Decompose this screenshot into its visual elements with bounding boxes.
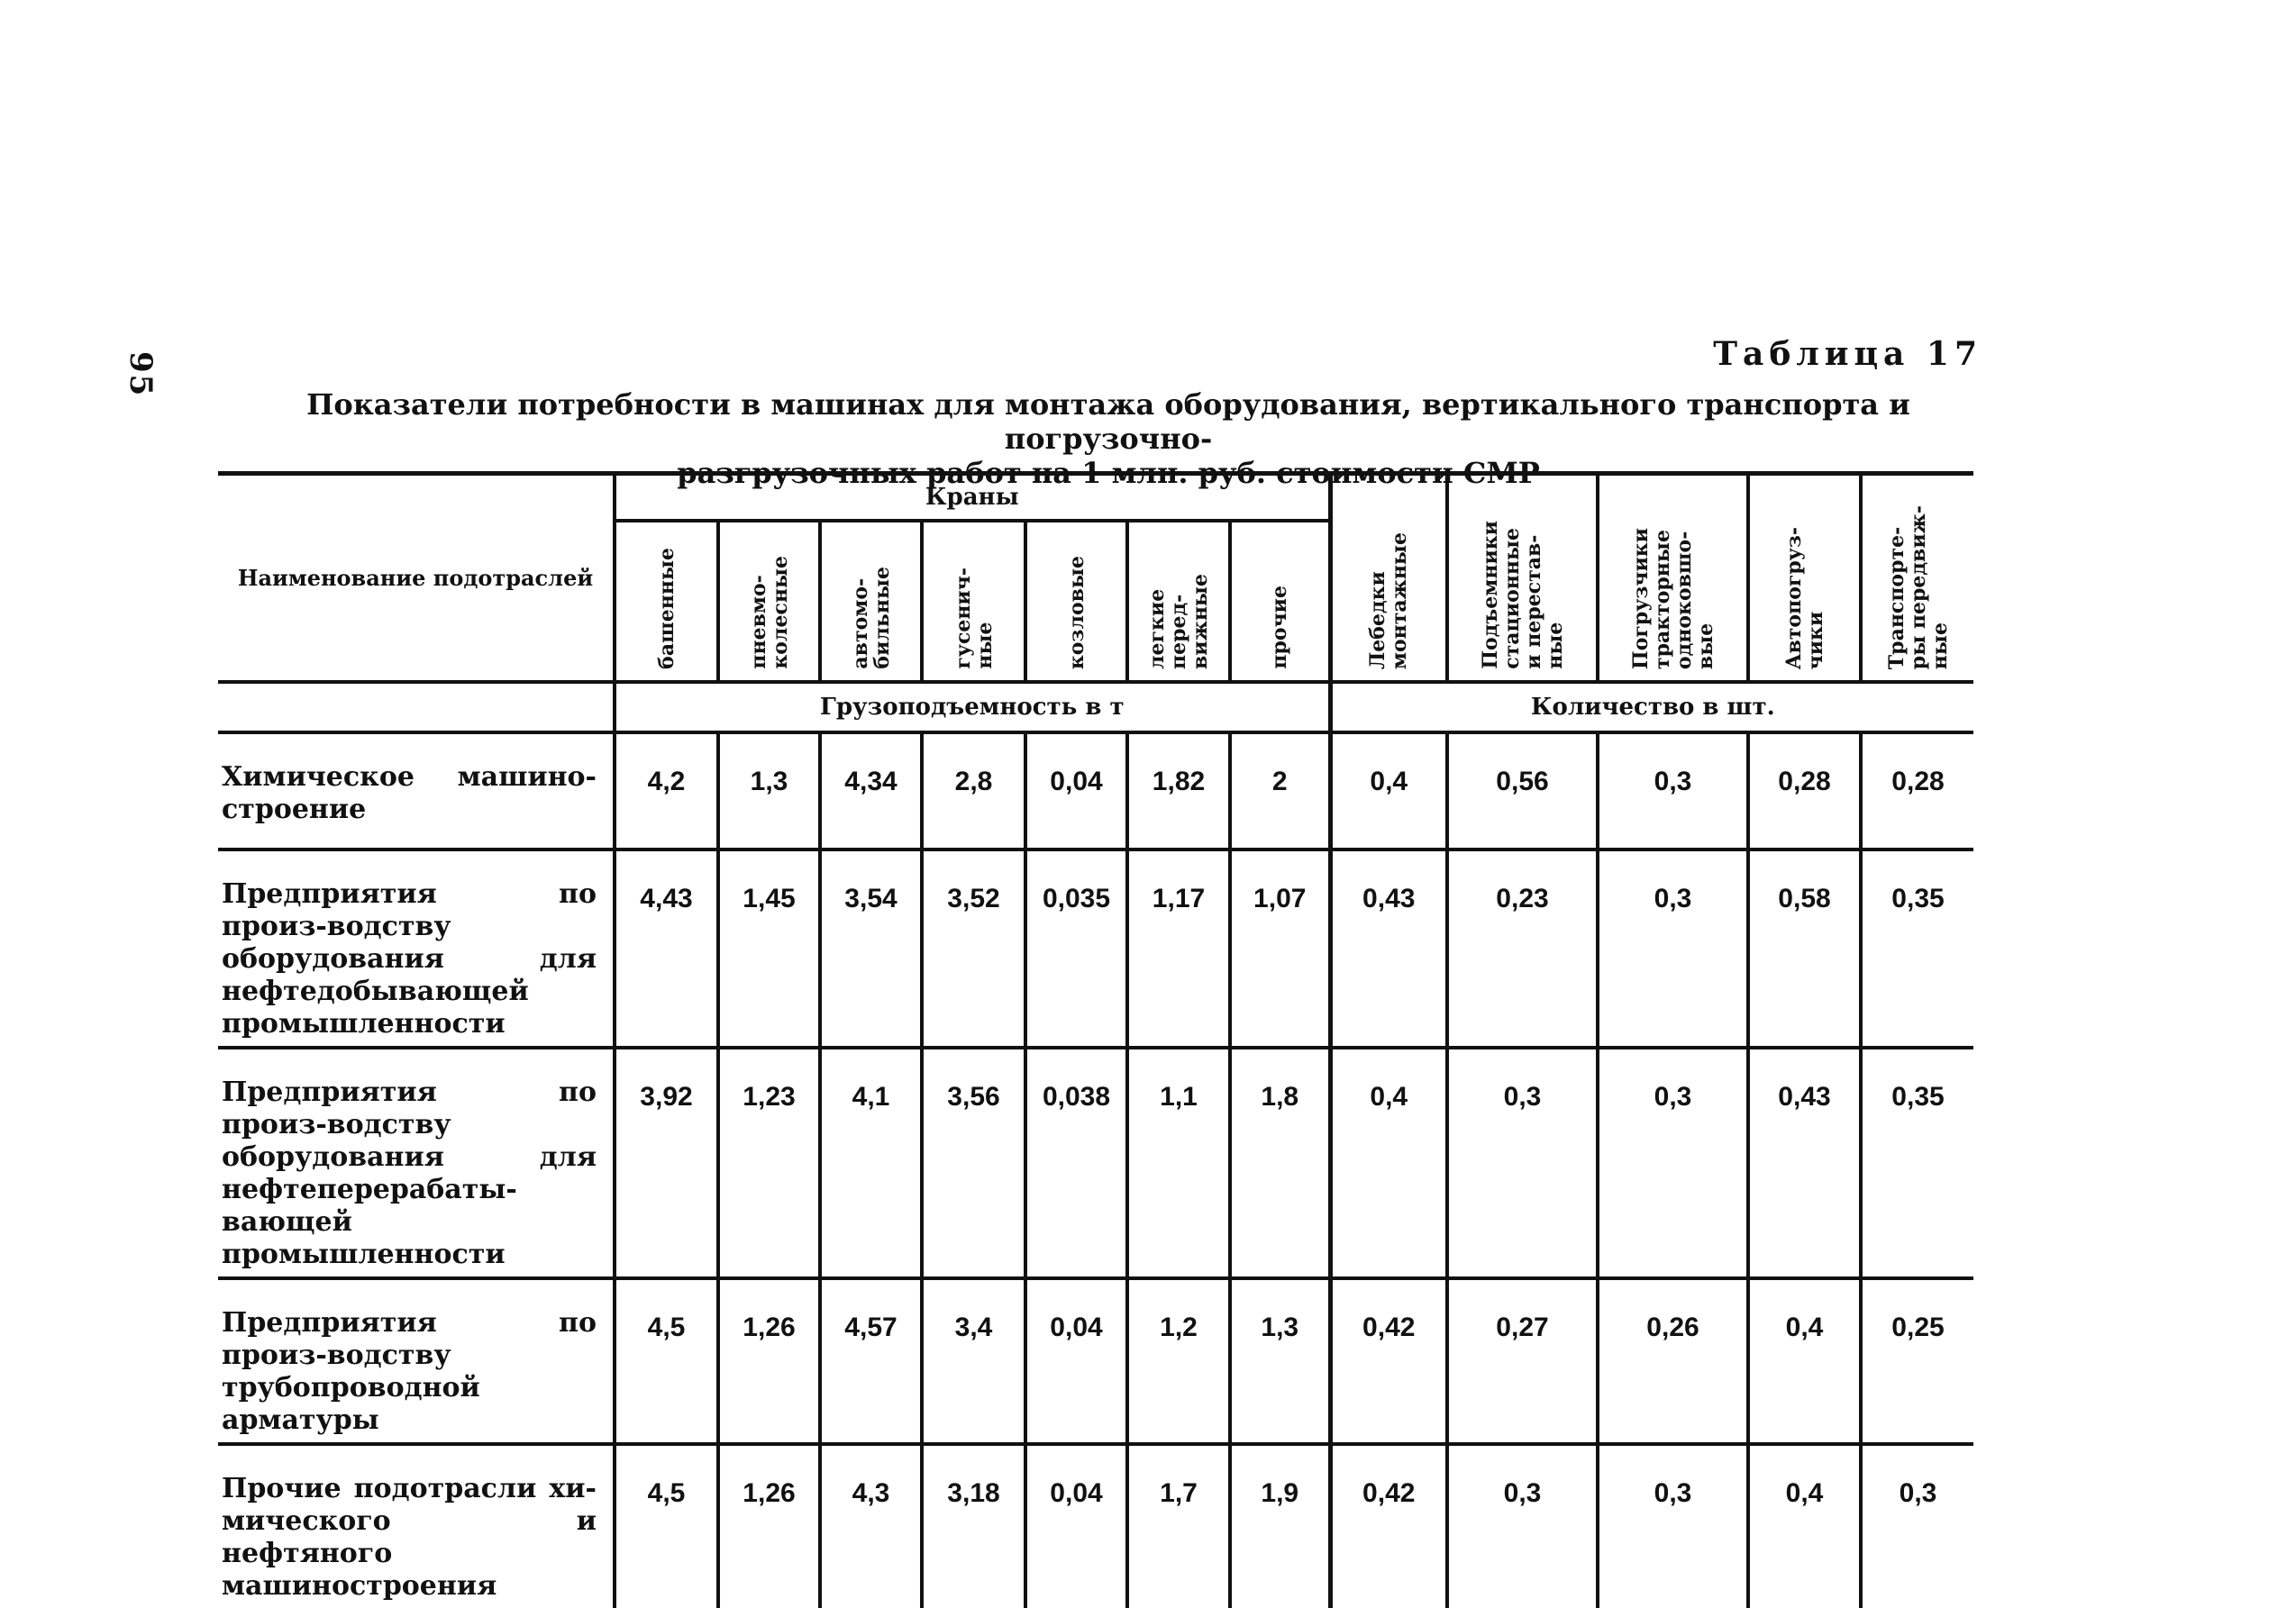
page-number: 95 [123, 351, 159, 398]
header-other-0-text: Лебедки монтажные [1366, 531, 1412, 669]
header-other-3 [1748, 474, 1861, 683]
row-value: 1,26 [718, 1444, 820, 1608]
row-value: 0,3 [1447, 1444, 1598, 1608]
header-crane-4-text: козловые [1064, 555, 1089, 669]
row-value: 4,34 [820, 732, 922, 849]
row-value: 0,3 [1861, 1444, 1973, 1608]
header-crane-2 [820, 521, 922, 682]
unit-cranes: Грузоподъемность в т [615, 682, 1330, 732]
row-name: Предприятия по произ-водству оборудования для нефтедобывающей промышленности [218, 849, 615, 1048]
header-crane-4 [1025, 521, 1127, 682]
row-value: 1,8 [1230, 1048, 1330, 1278]
row-value: 0,04 [1025, 1444, 1127, 1608]
row-value: 4,2 [615, 732, 718, 849]
header-other-1 [1447, 474, 1598, 683]
row-value: 2 [1230, 732, 1330, 849]
header-crane-5 [1127, 521, 1230, 682]
header-other-4 [1861, 474, 1973, 683]
row-value: 4,1 [820, 1048, 922, 1278]
row-value: 1,82 [1127, 732, 1230, 849]
row-value: 0,43 [1330, 849, 1447, 1048]
row-name: Предприятия по произ-водству оборудования для нефтеперерабаты-вающей промышленности [218, 1048, 615, 1278]
row-value: 3,18 [922, 1444, 1025, 1608]
row-value: 1,1 [1127, 1048, 1230, 1278]
header-other-4-text: Транспорте- ры передвиж- ные [1884, 504, 1952, 669]
row-value: 0,35 [1861, 1048, 1973, 1278]
table-row [218, 849, 1973, 1048]
row-value: 1,9 [1230, 1444, 1330, 1608]
row-value: 0,035 [1025, 849, 1127, 1048]
table-row [218, 1278, 1973, 1444]
table-row [218, 1444, 1973, 1608]
header-crane-2-text: автомо- бильные [848, 567, 894, 669]
unit-row-spacer [218, 682, 615, 732]
row-value: 3,92 [615, 1048, 718, 1278]
row-value: 0,3 [1598, 732, 1748, 849]
row-value: 1,07 [1230, 849, 1330, 1048]
row-value: 4,5 [615, 1444, 718, 1608]
row-value: 1,2 [1127, 1278, 1230, 1444]
row-name: Прочие подотрасли хи-мического и нефтяного машиностроения [222, 1473, 597, 1602]
row-value: 0,35 [1861, 849, 1973, 1048]
row-value: 0,3 [1598, 849, 1748, 1048]
row-value: 0,04 [1025, 732, 1127, 849]
header-other-3-text: Автопогруз- чики [1781, 526, 1827, 669]
header-crane-1 [718, 521, 820, 682]
row-value: 0,43 [1748, 1048, 1861, 1278]
row-value: 0,23 [1447, 849, 1598, 1048]
header-crane-1-text: пневмо- колесные [746, 556, 792, 669]
header-other-2-text: Погрузчики тракторные одноковшо- вые [1628, 527, 1717, 669]
header-crane-0 [615, 521, 718, 682]
header-crane-3 [922, 521, 1025, 682]
row-value: 3,56 [922, 1048, 1025, 1278]
header-cranes-group: Краны [615, 474, 1330, 522]
row-value: 1,26 [718, 1278, 820, 1444]
row-value: 0,04 [1025, 1278, 1127, 1444]
table-title-line-2: разгрузочных работ на 1 млн. руб. стоимости СМР [677, 456, 1540, 490]
row-value: 0,26 [1598, 1278, 1748, 1444]
row-value: 0,27 [1447, 1278, 1598, 1444]
row-name: Предприятия по произ-водству трубопроводной арматуры [218, 1278, 615, 1444]
table-label: Таблица 17 [1713, 335, 1982, 373]
row-value: 4,43 [615, 849, 718, 1048]
row-value: 0,038 [1025, 1048, 1127, 1278]
header-crane-3-text: гусенич- ные [951, 568, 997, 669]
row-value: 0,4 [1330, 732, 1447, 849]
row-value: 1,3 [718, 732, 820, 849]
row-value: 0,28 [1748, 732, 1861, 849]
table-row [218, 1048, 1973, 1278]
row-value: 1,17 [1127, 849, 1230, 1048]
header-crane-6 [1230, 521, 1330, 682]
row-value: 2,8 [922, 732, 1025, 849]
header-crane-6-text: прочие [1268, 586, 1292, 669]
header-other-1-text: Подъемники стационные и перестав- ные [1478, 521, 1567, 669]
row-value: 4,3 [820, 1444, 922, 1608]
row-value: 1,3 [1230, 1278, 1330, 1444]
row-value: 0,3 [1598, 1048, 1748, 1278]
row-value: 3,54 [820, 849, 922, 1048]
row-value: 0,3 [1598, 1444, 1748, 1608]
row-value: 3,4 [922, 1278, 1025, 1444]
row-value: 0,25 [1861, 1278, 1973, 1444]
row-value: 0,58 [1748, 849, 1861, 1048]
table-title-line-1: Показатели потребности в машинах для монтажа оборудования, вертикального транспорта и погрузочно- [306, 387, 1910, 456]
header-crane-0-text: башенные [654, 548, 679, 669]
row-value: 0,28 [1861, 732, 1973, 849]
row-value: 0,56 [1447, 732, 1598, 849]
row-value: 1,23 [718, 1048, 820, 1278]
unit-other: Количество в шт. [1330, 682, 1973, 732]
table-row [218, 732, 1973, 849]
row-value: 0,4 [1330, 1048, 1447, 1278]
machine-requirements-table [218, 471, 1973, 1608]
row-value: 1,45 [718, 849, 820, 1048]
row-value: 4,5 [615, 1278, 718, 1444]
row-value: 1,7 [1127, 1444, 1230, 1608]
row-value: 0,4 [1748, 1278, 1861, 1444]
row-value: 0,4 [1748, 1444, 1861, 1608]
row-value: 0,42 [1330, 1444, 1447, 1608]
row-name: Химическое машино-строение [218, 732, 615, 849]
row-value: 0,42 [1330, 1278, 1447, 1444]
header-other-2 [1598, 474, 1748, 683]
header-other-0 [1330, 474, 1447, 683]
row-value: 4,57 [820, 1278, 922, 1444]
header-name-col: Наименование подотраслей [218, 474, 615, 683]
header-crane-5-text: легкие перед- вижные [1145, 574, 1212, 669]
row-value: 3,52 [922, 849, 1025, 1048]
row-value: 0,3 [1447, 1048, 1598, 1278]
